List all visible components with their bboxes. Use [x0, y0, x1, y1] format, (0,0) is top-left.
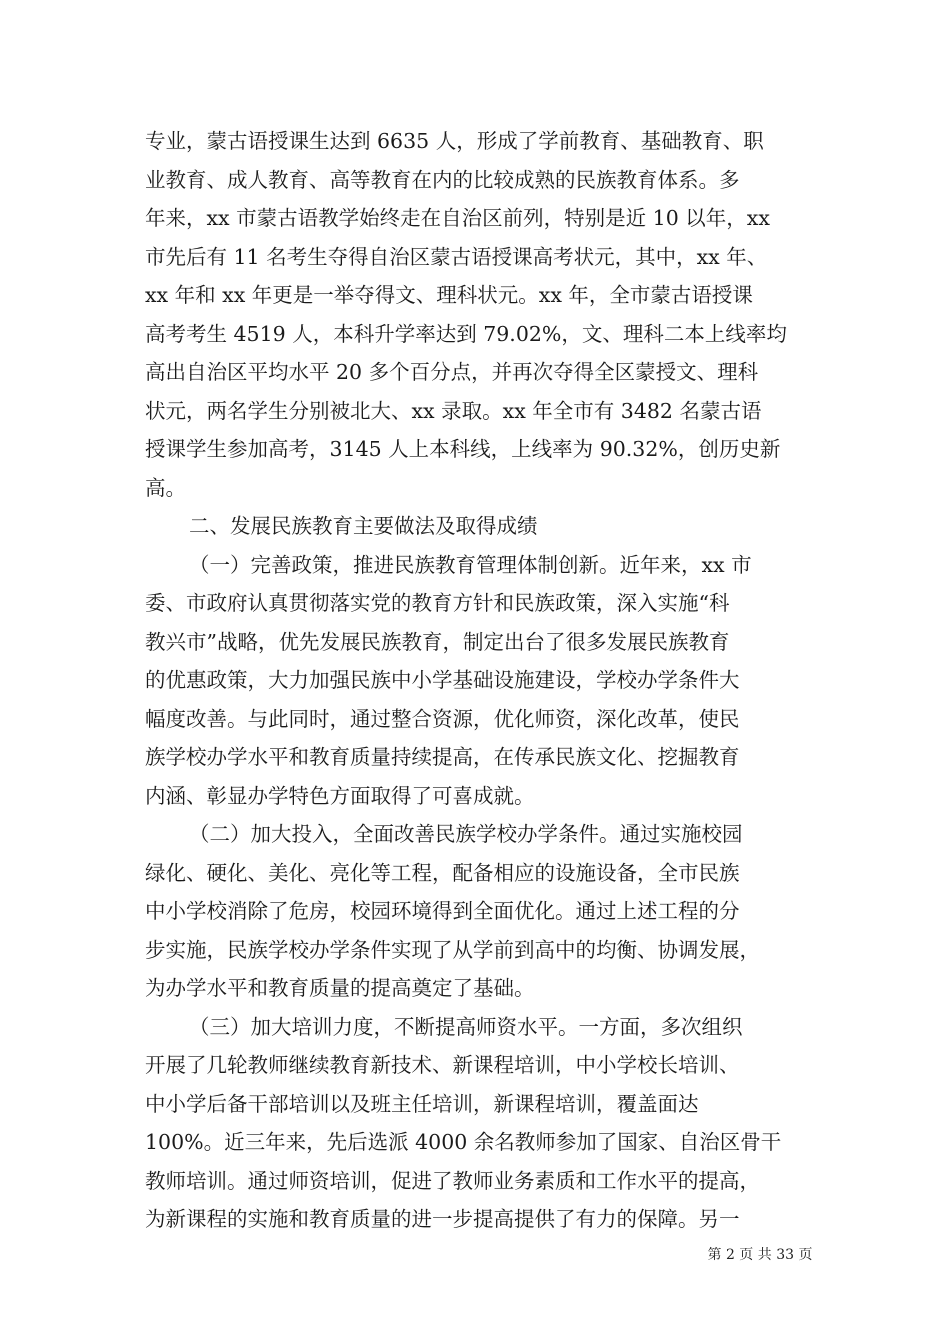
text-line: 中小学校消除了危房，校园环境得到全面优化。通过上述工程的分 [145, 899, 740, 923]
document-body [145, 122, 815, 1239]
page-number: 第 2 页 共 33 页 [707, 1247, 813, 1263]
text-line: 授课学生参加高考，3145 人上本科线，上线率为 90.32%，创历史新 [145, 437, 781, 461]
text-line: 步实施，民族学校办学条件实现了从学前到高中的均衡、协调发展， [145, 937, 760, 962]
text-line: 为办学水平和教育质量的提高奠定了基础。 [145, 976, 535, 1000]
text-line: 中小学后备干部培训以及班主任培训，新课程培训，覆盖面达 [145, 1091, 699, 1116]
text-line: 高考考生 4519 人，本科升学率达到 79.02%，文、理科二本上线率均 [145, 321, 787, 346]
text-line: 市先后有 11 名考生夺得自治区蒙古语授课高考状元，其中，xx 年、 [145, 244, 768, 269]
text-line: xx 年和 xx 年更是一举夺得文、理科状元。xx 年，全市蒙古语授课 [145, 283, 753, 307]
page-footer [0, 1244, 950, 1264]
text-line: 内涵、彰显办学特色方面取得了可喜成就。 [145, 783, 535, 808]
text-line: 年来，xx 市蒙古语教学始终走在自治区前列，特别是近 10 以年，xx [145, 206, 770, 230]
text-line: 开展了几轮教师继续教育新技术、新课程培训，中小学校长培训、 [145, 1053, 740, 1077]
text-line: 高。 [145, 475, 186, 500]
text-line: （二）加大投入，全面改善民族学校办学条件。通过实施校园 [189, 822, 743, 846]
text-line: 100%。近三年来，先后选派 4000 余名教师参加了国家、自治区骨干 [145, 1130, 782, 1154]
text-line: （一）完善政策，推进民族教育管理体制创新。近年来，xx 市 [189, 552, 752, 577]
text-line: 绿化、硬化、美化、亮化等工程，配备相应的设施设备，全市民族 [145, 860, 740, 885]
text-line: （三）加大培训力度，不断提高师资水平。一方面，多次组织 [189, 1014, 743, 1039]
text-line: 状元，两名学生分别被北大、xx 录取。xx 年全市有 3482 名蒙古语 [145, 398, 762, 423]
text-line: 业教育、成人教育、高等教育在内的比较成熟的民族教育体系。多 [145, 167, 740, 192]
text-line: 幅度改善。与此同时，通过整合资源，优化师资，深化改革，使民 [145, 706, 740, 731]
text-line: 的优惠政策，大力加强民族中小学基础设施建设，学校办学条件大 [145, 668, 740, 692]
text-line: 高出自治区平均水平 20 多个百分点，并再次夺得全区蒙授文、理科 [145, 360, 759, 384]
section-heading: 二、发展民族教育主要做法及取得成绩 [189, 514, 538, 538]
text-line: 族学校办学水平和教育质量持续提高，在传承民族文化、挖掘教育 [145, 745, 740, 769]
text-line: 委、市政府认真贯彻落实党的教育方针和民族政策，深入实施“科 [145, 591, 730, 615]
text-line: 教兴市”战略，优先发展民族教育，制定出台了很多发展民族教育 [145, 629, 730, 654]
text-line: 为新课程的实施和教育质量的进一步提高提供了有力的保障。另一 [145, 1207, 740, 1231]
text-line: 专业，蒙古语授课生达到 6635 人，形成了学前教育、基础教育、职 [145, 129, 764, 153]
text-line: 教师培训。通过师资培训，促进了教师业务素质和工作水平的提高， [145, 1168, 760, 1193]
